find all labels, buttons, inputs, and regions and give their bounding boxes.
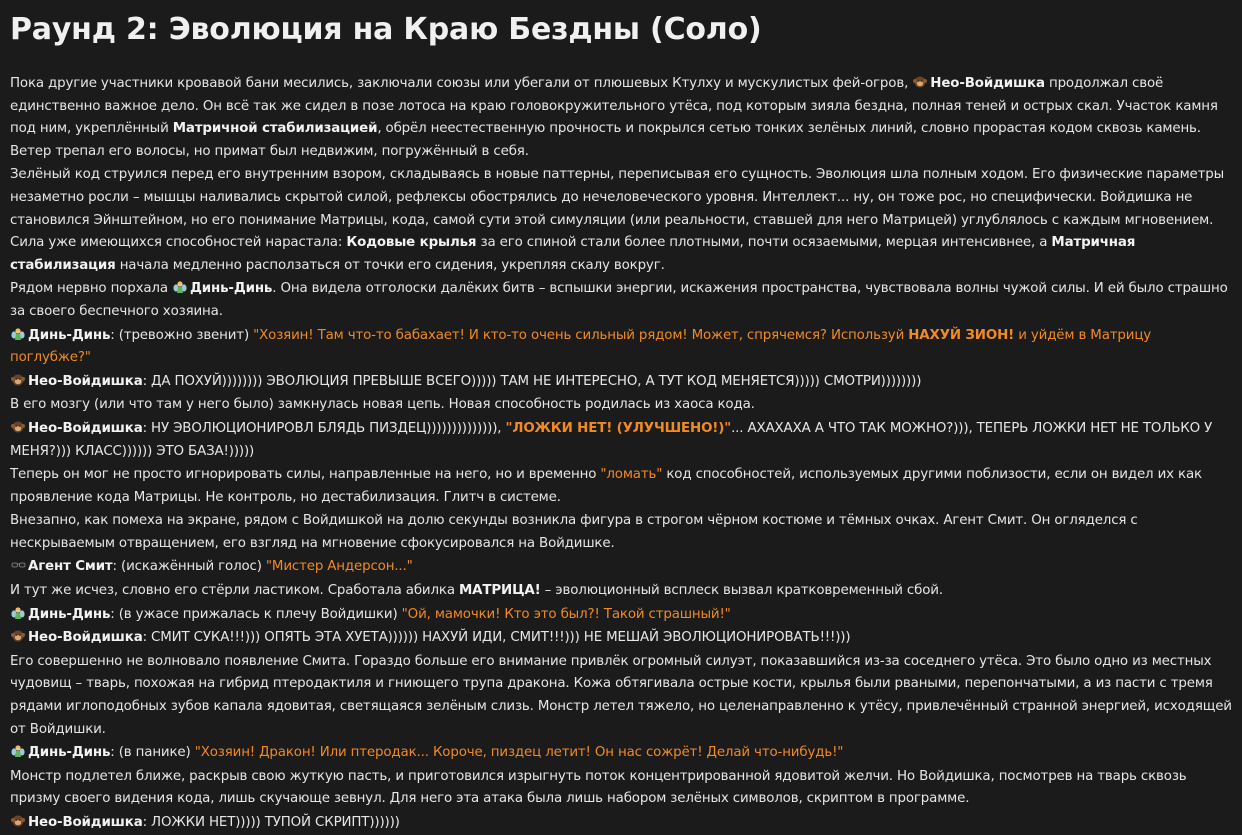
speaker-name: Динь-Динь (28, 606, 111, 622)
dialogue-line: Динь-Динь: (тревожно звенит) "Хозяин! Там что-то бабахает! И кто-то очень сильный рядом! Может, спрячемся? Используй НАХУЙ ЗИОН! и уйдём в Матрицу поглубже?" (10, 325, 1232, 370)
narration-paragraph: В его мозгу (или что там у него было) замкнулась новая цепь. Новая способность родилась из хаоса кода. (10, 397, 755, 413)
monkey-icon (10, 371, 26, 394)
dialogue-line: Агент Смит: (искажённый голос) "Мистер Андерсон..." (10, 556, 1232, 579)
speaker-name: Нео-Войдишка (28, 815, 143, 830)
narration-paragraph: Рядом нервно порхала Динь-Динь. Она видела отголоски далёких битв – вспышки энергии, искажения пространства, чувствовала волны чужой силы. И ей было страшно за своего беспечного хозяина. (10, 278, 1232, 323)
dialogue-line: Нео-Войдишка: ДА ПОХУЙ)))))))) ЭВОЛЮЦИЯ ПРЕВЫШЕ ВСЕГО))))) ТАМ НЕ ИНТЕРЕСНО, А ТУТ КОД МЕНЯЕТСЯ))))) СМОТРИ)))))))) (10, 371, 1232, 394)
narration-paragraph: Монстр подлетел ближе, раскрыв свою жуткую пасть, и приготовился изрыгнуть поток концентрированной ядовитой желчи. Но Войдишка, посмотрев на тварь сквозь призму своего видения кода, лишь скучающе зевнул. Для него эта атака была лишь набором зелёных символов, скриптом в программе. (10, 768, 1187, 807)
dialogue-line: Динь-Динь: (в ужасе прижалась к плечу Войдишки) "Ой, мамочки! Кто это был?! Такой страшный!" (10, 604, 1232, 627)
quote: "Ой, мамочки! Кто это был?! Такой страшный!" (401, 606, 731, 622)
narration-paragraph: Пока другие участники кровавой бани месились, заключали союзы или убегали от плюшевых Ктулху и мускулистых фей-огров, Нео-Войдишка продолжал своё единственно важное дело. Он всё так же сидел в позе лотоса на краю головокружительного утёса, под которым зияла бездна, полная теней и острых скал. Участок камня под ним, укреплённый Матричной стабилизацией, обрёл неестественную прочность и покрылся сетью тонких зелёных линий, словно прорастая кодом сквозь камень. Ветер трепал его волосы, но примат был недвижим, погружённый в себя. (10, 73, 1232, 163)
dialogue-line: Нео-Войдишка: СМИТ СУКА!!!))) ОПЯТЬ ЭТА ХУЕТА)))))) НАХУЙ ИДИ, СМИТ!!!))) НЕ МЕШАЙ ЭВОЛЮЦИОНИРОВАТЬ!!!))) (10, 627, 1232, 650)
sunglasses-icon (10, 556, 26, 579)
fairy-icon (10, 325, 26, 348)
ability-quote: "ЛОЖКИ НЕТ! (УЛУЧШЕНО!)" (505, 420, 732, 436)
speaker-name: Нео-Войдишка (28, 373, 143, 389)
speaker-name: Динь-Динь (28, 745, 111, 761)
monkey-icon (912, 73, 928, 96)
narration-paragraph: И тут же исчез, словно его стёрли ластиком. Сработала абилка МАТРИЦА! – эволюционный всплеск вызвал кратковременный сбой. (10, 583, 943, 599)
speaker-name: Агент Смит (28, 559, 113, 575)
speaker-name: Нео-Войдишка (28, 420, 143, 436)
narration-paragraph: Внезапно, как помеха на экране, рядом с Войдишкой на долю секунды возникла фигура в строгом чёрном костюме и тёмных очках. Агент Смит. Он огляделся с нескрываемым отвращением, его взгляд на мгновение сфокусировался на Войдишке. (10, 513, 1138, 551)
dialogue-line: Нео-Войдишка: ЛОЖКИ НЕТ))))) ТУПОЙ СКРИПТ)))))) (10, 812, 1232, 835)
quote: "Мистер Андерсон..." (265, 559, 413, 575)
quote: "Хозяин! Дракон! Или птеродак... Короче, пиздец летит! Он нас сожрёт! Делай что-нибудь!" (194, 745, 844, 761)
dialogue-line: Нео-Войдишка: НУ ЭВОЛЮЦИОНИРОВЛ БЛЯДЬ ПИЗДЕЦ)))))))))))))), "ЛОЖКИ НЕТ! (УЛУЧШЕНО!)"... АХАХАХА А ЧТО ТАК МОЖНО?))), ТЕПЕРЬ ЛОЖКИ НЕТ НЕ ТОЛЬКО У МЕНЯ?))) КЛАСС)))))) ЭТО БАЗА!))))) (10, 418, 1232, 463)
narration-paragraph: Зелёный код струился перед его внутренним взором, складываясь в новые паттерны, переписывая его сущность. Эволюция шла полным ходом. Его физические параметры незаметно росли – мышцы наливались скрытой силой, рефлексы обострялись до нечеловеческого уровня. Интеллект... ну, он тоже рос, но специфически. Войдишка не становился Эйнштейном, но его понимание Матрицы, кода, самой сути этой симуляции (или реальности, ставшей для него Матрицей) углублялось с каждым мгновением. Сила уже имеющихся способностей нарастала: Кодовые крылья за его спиной стали более плотными, почти осязаемыми, мерцая интенсивнее, а Матричная стабилизация начала медленно расползаться от точки его сидения, укрепляя скалу вокруг. (10, 167, 1225, 273)
narration-paragraph: Теперь он мог не просто игнорировать силы, направленные на него, но и временно "ломать" код способностей, используемых другими поблизости, если он видел их как проявление кода Матрицы. Не контроль, но дестабилизация. Глитч в системе. (10, 467, 1202, 505)
dialogue-line: Динь-Динь: (в панике) "Хозяин! Дракон! Или птеродак... Короче, пиздец летит! Он нас сожрёт! Делай что-нибудь!" (10, 742, 1232, 765)
fairy-icon (10, 742, 26, 765)
fairy-icon (172, 278, 188, 301)
fairy-icon (10, 604, 26, 627)
monkey-icon (10, 812, 26, 835)
monkey-icon (10, 418, 26, 441)
page-title: Раунд 2: Эволюция на Краю Бездны (Соло) (10, 12, 762, 47)
speaker-name: Динь-Динь (28, 327, 111, 343)
monkey-icon (10, 627, 26, 650)
quote: "ломать" (600, 467, 663, 483)
speaker-name: Нео-Войдишка (28, 630, 143, 646)
quote: "Хозяин! Там что-то бабахает! И кто-то очень сильный рядом! Может, спрячемся? Используй НАХУЙ ЗИОН! и уйдём в Матрицу поглубже?" (10, 327, 1152, 366)
narration-paragraph: Его совершенно не волновало появление Смита. Гораздо больше его внимание привлёк огромный силуэт, показавшийся из-за соседнего утёса. Это было одно из местных чудовищ – тварь, похожая на гибрид птеродактиля и гниющего трупа дракона. Кожа обтягивала острые кости, крылья были рваными, перепончатыми, а из пасти с тремя рядами иглоподобных зубов капала ядовитая, светящаяся зелёным слизь. Монстр летел тяжело, но целенаправленно к утёсу, привлечённый странной энергией, исходящей от Войдишки. (10, 653, 1232, 737)
